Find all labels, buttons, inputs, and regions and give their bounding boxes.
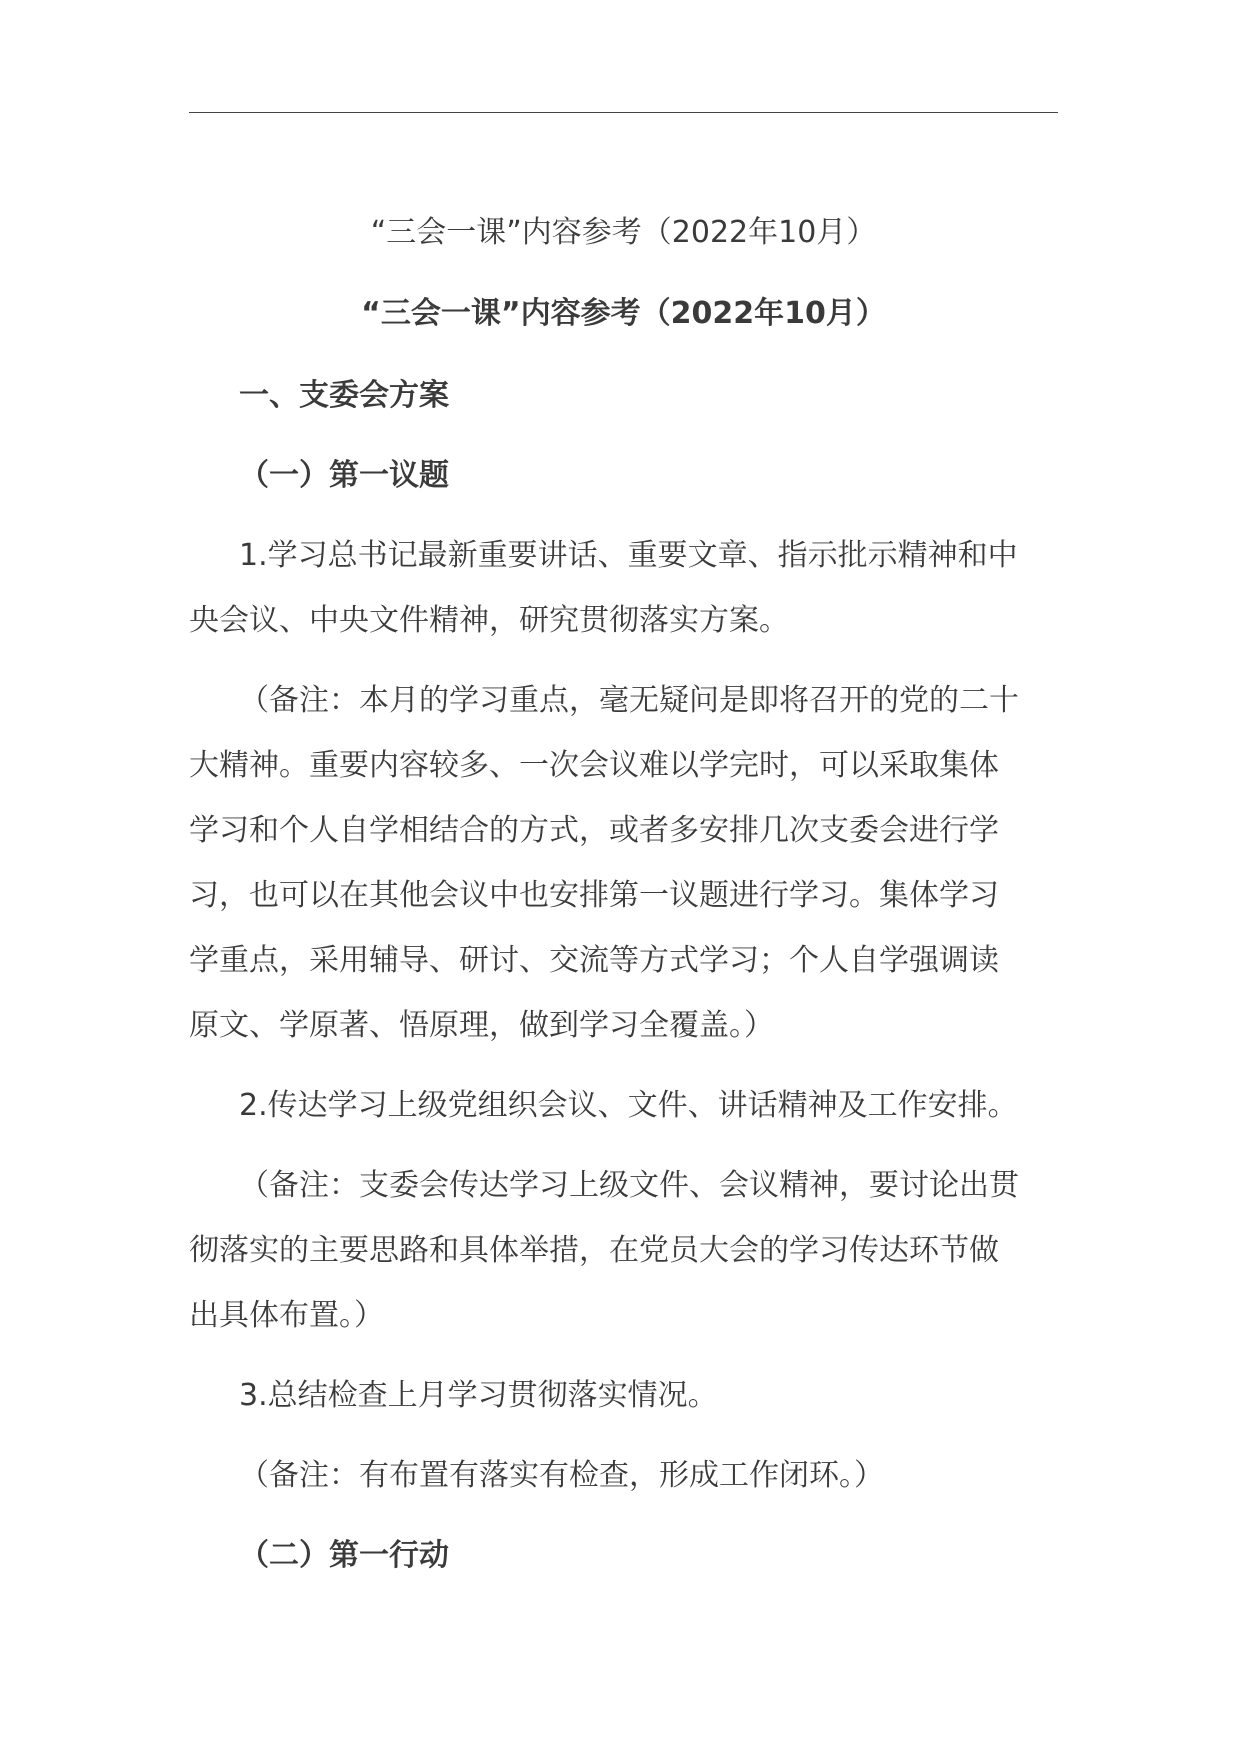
paragraph-line: 2.传达学习上级党组织会议、文件、讲话精神及工作安排。 (239, 1088, 1018, 1123)
paragraph-line: 原文、学原著、悟原理，做到学习全覆盖。） (189, 1008, 774, 1043)
document-title-bold: “三会一课”内容参考（2022年10月） (361, 296, 886, 331)
paragraph-line: 彻落实的主要思路和具体举措，在党员大会的学习传达环节做 (189, 1233, 999, 1268)
paragraph-line: 学重点，采用辅导、研讨、交流等方式学习；个人自学强调读 (189, 943, 999, 978)
agenda-note-3 (189, 1443, 1058, 1508)
agenda-note-1 (189, 668, 1058, 1058)
paragraph-line: 学习和个人自学相结合的方式，或者多安排几次支委会进行学 (189, 813, 999, 848)
agenda-item-3 (189, 1363, 1058, 1428)
paragraph-line: 出具体布置。） (189, 1298, 384, 1333)
header-rule (189, 112, 1058, 113)
paragraph-line: （备注：本月的学习重点，毫无疑问是即将召开的党的二十 (239, 683, 1019, 718)
paragraph-line: 1.学习总书记最新重要讲话、重要文章、指示批示精神和中 (239, 538, 1018, 573)
paragraph-line: （备注：有布置有落实有检查，形成工作闭环。） (239, 1458, 884, 1493)
agenda-item-2 (189, 1073, 1058, 1138)
subsection-heading-first-action: （二）第一行动 (239, 1538, 449, 1573)
section-heading-branch-committee-plan: 一、支委会方案 (239, 378, 449, 413)
document-body (189, 200, 1058, 1603)
paragraph-line: 3.总结检查上月学习贯彻落实情况。 (239, 1378, 718, 1413)
agenda-item-1 (189, 523, 1058, 653)
agenda-note-2 (189, 1153, 1058, 1348)
paragraph-line: 大精神。重要内容较多、一次会议难以学完时，可以采取集体 (189, 748, 999, 783)
subsection-heading-first-agenda: （一）第一议题 (239, 458, 449, 493)
document-title-plain: “三会一课”内容参考（2022年10月） (370, 215, 877, 250)
paragraph-line: （备注：支委会传达学习上级文件、会议精神，要讨论出贯 (239, 1168, 1019, 1203)
paragraph-line: 央会议、中央文件精神，研究贯彻落实方案。 (189, 603, 789, 638)
paragraph-line: 习，也可以在其他会议中也安排第一议题进行学习。集体学习 (189, 878, 999, 913)
